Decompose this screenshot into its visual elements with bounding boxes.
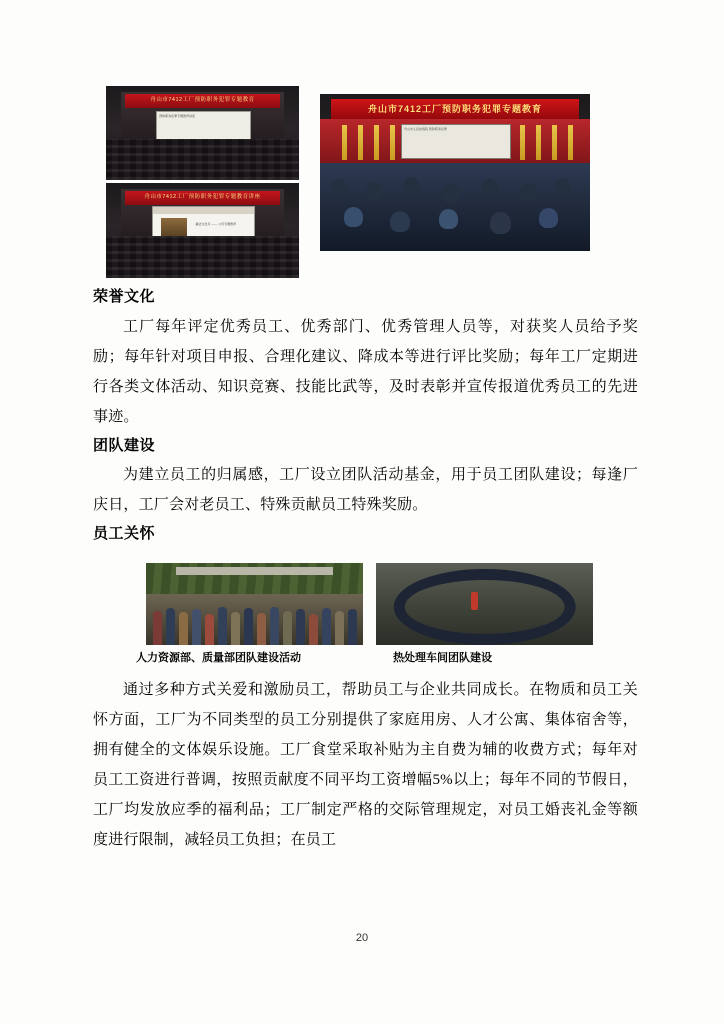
page-content [93,78,638,855]
section-paragraph-team-building: 为建立员工的归属感，工厂设立团队活动基金，用于员工团队建设；每逢厂庆日，工厂会对老员工、特殊贡献员工特殊奖励。 [93,467,638,513]
projection-screen: 预防职务犯罪专题教育讲座 [156,111,251,141]
photo-caption-heat-treatment: 热处理车间团队建设 [393,651,492,664]
photo-hr-quality-team-building [146,563,363,645]
section-paragraph-honor-culture: 工厂每年评定优秀员工、优秀部门、优秀管理人员等，对获奖人员给予奖励；每年针对项目申报、合理化建议、降成本等进行评比奖励；每年工厂定期进行各类文体活动、知识竞赛、技能比武等，及时表彰并宣传报道优秀员工的先进事迹。 [93,318,638,425]
photo-stage-presentation [106,183,299,278]
page-number: 20 [355,932,369,944]
seating-area [106,236,299,278]
photo-heat-treatment-team-building [376,563,593,645]
projection-screen: 舟山市人民检察院 预防职务犯罪 [401,124,511,159]
photo-banner-text: 舟山市7412工厂预防职务犯罪专题教育讲座 [125,191,279,205]
section-heading-employee-care: 员工关怀 [93,526,156,542]
seating-area [106,139,299,180]
section-heading-team-building: 团队建设 [93,437,156,454]
section-heading-honor-culture: 荣誉文化 [93,289,156,305]
photo-lecture-hall-stage [106,86,299,180]
section-paragraph-employee-care: 通过多种方式关爱和激励员工，帮助员工与企业共同成长。在物质和员工关怀方面，工厂为不同类型的员工分别提供了家庭用房、人才公寓、集体宿舍等，拥有健全的文体娱乐设施。工厂食堂采取补贴为主自费为辅的收费方式；每年对员工工资进行普调，按照贡献度不同平均工资增幅5%以上；每年不同的节假日，工厂均发放应季的福利品；工厂制定严格的交际管理规定，对员工婚丧礼金等额度进行限制，减轻员工负担；在员工 [93,681,638,848]
photo-group-top [93,78,638,283]
projection-screen: 廉洁文化月 —— 公司专题教育 [152,206,254,246]
photo-caption-hr-quality: 人力资源部、质量部团队建设活动 [136,651,301,664]
audience-crowd [320,163,590,251]
photo-audience-with-banner [320,94,590,251]
photo-group-middle [93,563,638,675]
photo-banner-text: 舟山市7412工厂预防职务犯罪专题教育 [125,94,279,108]
photo-banner-text: 舟山市7412工厂预防职务犯罪专题教育 [331,99,579,119]
group-crowd [146,594,363,645]
